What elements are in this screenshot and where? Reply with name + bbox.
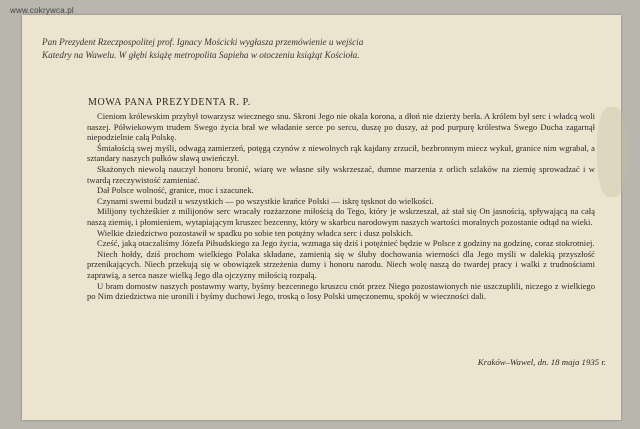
speech-paragraph: Cześć, jaką otaczaliśmy Józefa Piłsudskiego za Jego życia, wzmaga się dziś i potężnieć będzie w Polsce z godziny na godzinę, coraz stokrotniej.: [97, 238, 595, 249]
speech-paragraph: Skażonych niewolą nauczył honoru bronić, wiarę we własne siły wskrzeszać, dumne marzenia z orlich szlaków na ziemię sprowadzać i w twardą rzeczywistość zamieniać.: [87, 163, 595, 185]
speech-paragraph: Dał Polsce wolność, granice, moc i szacunek.: [97, 185, 254, 196]
paper-stain: [597, 107, 627, 197]
speech-title: MOWA PANA PREZYDENTA R. P.: [88, 97, 251, 108]
speech-body: [87, 111, 595, 302]
speech-paragraph: Cieniom królewskim przybył towarzysz wiecznego snu. Skroni Jego nie okala korona, a dłoń nie dzierży berła. A królem był serc i władcą woli naszej. Półwiekowym trudem Swego życia brał we władanie serce po sercu, duszę po duszy, aż pod purpurę królestwa Swego Ducha zagarnął niepodzielnie całą Polskę.: [87, 111, 595, 143]
speech-paragraph: Niech hołdy, dziś prochom wielkiego Polaka składane, zamienią się w śluby dochowania wierności dla Jego myśli w dalekią przyszłość przenikających. Niech przekują się w obowiązek strzeżenia dumy i honoru narodu. Niech wolę naszą do twardej pracy i walki z trudnościami zaprawią, a serca nasze wielką Jego dla ojczyzny miłością rozpalą.: [87, 248, 595, 280]
watermark-text: www.cokrywca.pl: [10, 6, 74, 15]
speech-paragraph: Milijony tychżeśkier z milijonów serc wracały rozżarzone miłością do Tego, który je wskrzeszał, aż stał się On jasnością, spływającą na całą naszą ziemię, i płomieniem, wytapiającym kruszec bezcenny, który w skarbcu narodowym naszych wartości moralnych pozostanie odtąd na wieki.: [87, 206, 595, 227]
speech-paragraph: U bram domostw naszych postawmy warty, byśmy bezcennego kruszcu cnót przez Niego pozostawionych nie uszczuplili, niczego z wielkiego po Nim dziedzictwa nie uronili i byśmy duchowi Jego, troską o losy Polski umęczonemu, spokój w wieczności dali.: [87, 280, 595, 302]
speech-paragraph: Wielkie dziedzictwo pozostawił w spadku po sobie ten potężny władca serc i dusz polskich.: [97, 227, 414, 238]
caption: Pan Prezydent Rzeczpospolitej prof. Ignacy Mościcki wygłasza przemówienie u wejścia Katedry na Wawelu. W głębi książę metropolita Sapieha w otoczeniu książąt Kościoła.: [42, 37, 364, 60]
speech-paragraph: Śmiałością swej myśli, odwagą zamierzeń, potęgą czynów z niewolnych rąk kajdany zrzucił, bezbronnym miecz wykuł, granice nim wgrabał, a sztandary naszych pułków sławą uwieńczył.: [87, 142, 595, 164]
signoff: Kraków–Wawel, dn. 18 maja 1935 r.: [477, 357, 606, 367]
speech-paragraph: Czynami swemi budził u wszystkich — po wszystkie krańce Polski — iskrę tęsknot do wielkości.: [97, 195, 434, 206]
